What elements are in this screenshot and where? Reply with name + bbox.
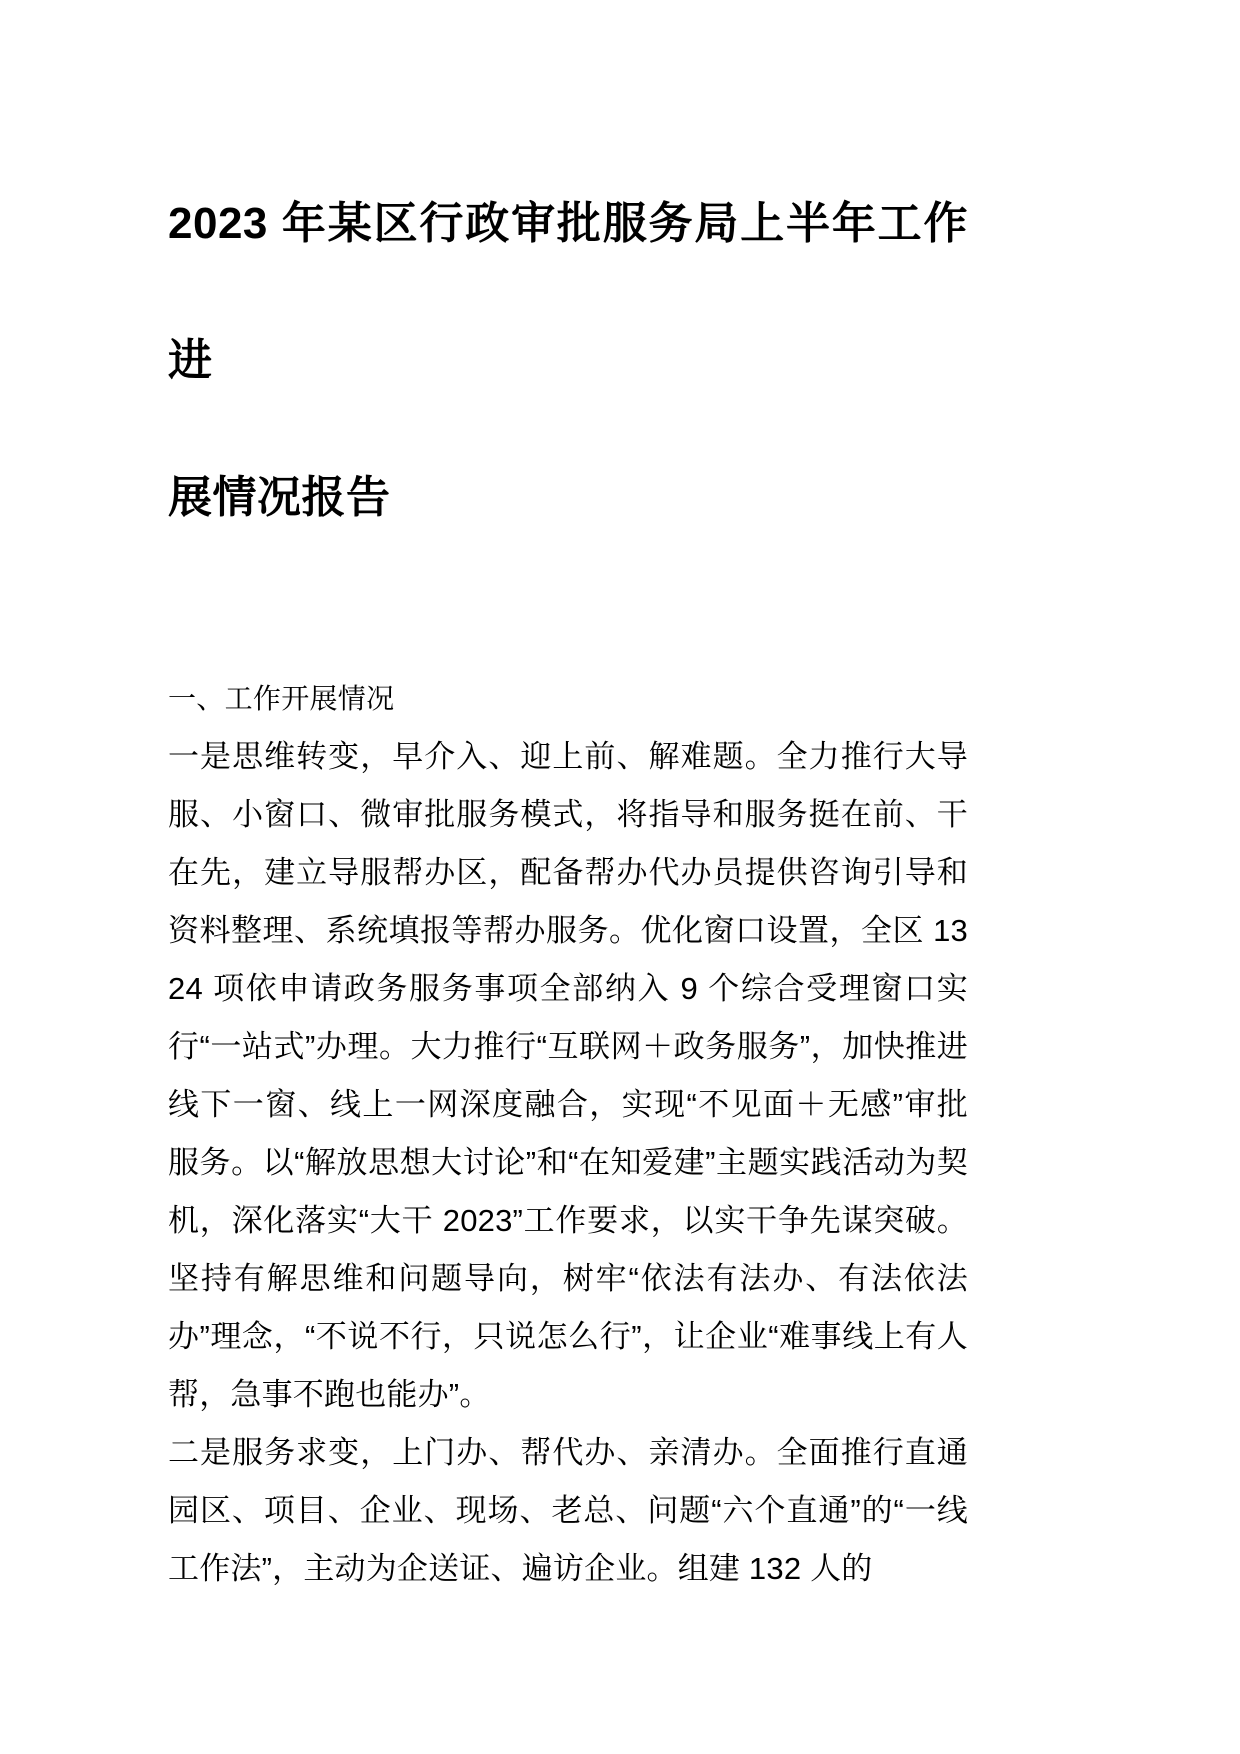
document-body [168, 0, 968, 1598]
page-title-line-1: 2023 年某区行政审批服务局上半年工作进 [168, 199, 968, 385]
page-title-line-2: 展情况报告 [168, 473, 391, 522]
section-heading-one: 一、工作开展情况 [168, 683, 395, 714]
body-paragraph-one: 一是思维转变，早介入、迎上前、解难题。全力推行大导服、小窗口、微审批服务模式，将指导和服务挺在前、干在先，建立导服帮办区，配备帮办代办员提供咨询引导和资料整理、系统填报等帮办服务。优化窗口设置，全区 1324 项依申请政务服务事项全部纳入 9 个综合受理窗口实行“一站式”办理。大力推行“互联网＋政务服务”，加快推进线下一窗、线上一网深度融合，实现“不见面＋无感”审批服务。以“解放思想大讨论”和“在知爱建”主题实践活动为契机，深化落实“大干 2023”工作要求，以实干争先谋突破。坚持有解思维和问题导向，树牢“依法有法办、有法依法办”理念，“不说不行，只说怎么行”，让企业“难事线上有人帮，急事不跑也能办”。 [168, 739, 968, 1412]
page-title [168, 0, 968, 566]
body-paragraph-two: 二是服务求变，上门办、帮代办、亲清办。全面推行直通园区、项目、企业、现场、老总、问题“六个直通”的“一线工作法”，主动为企送证、遍访企业。组建 132 人的 [168, 1435, 968, 1586]
